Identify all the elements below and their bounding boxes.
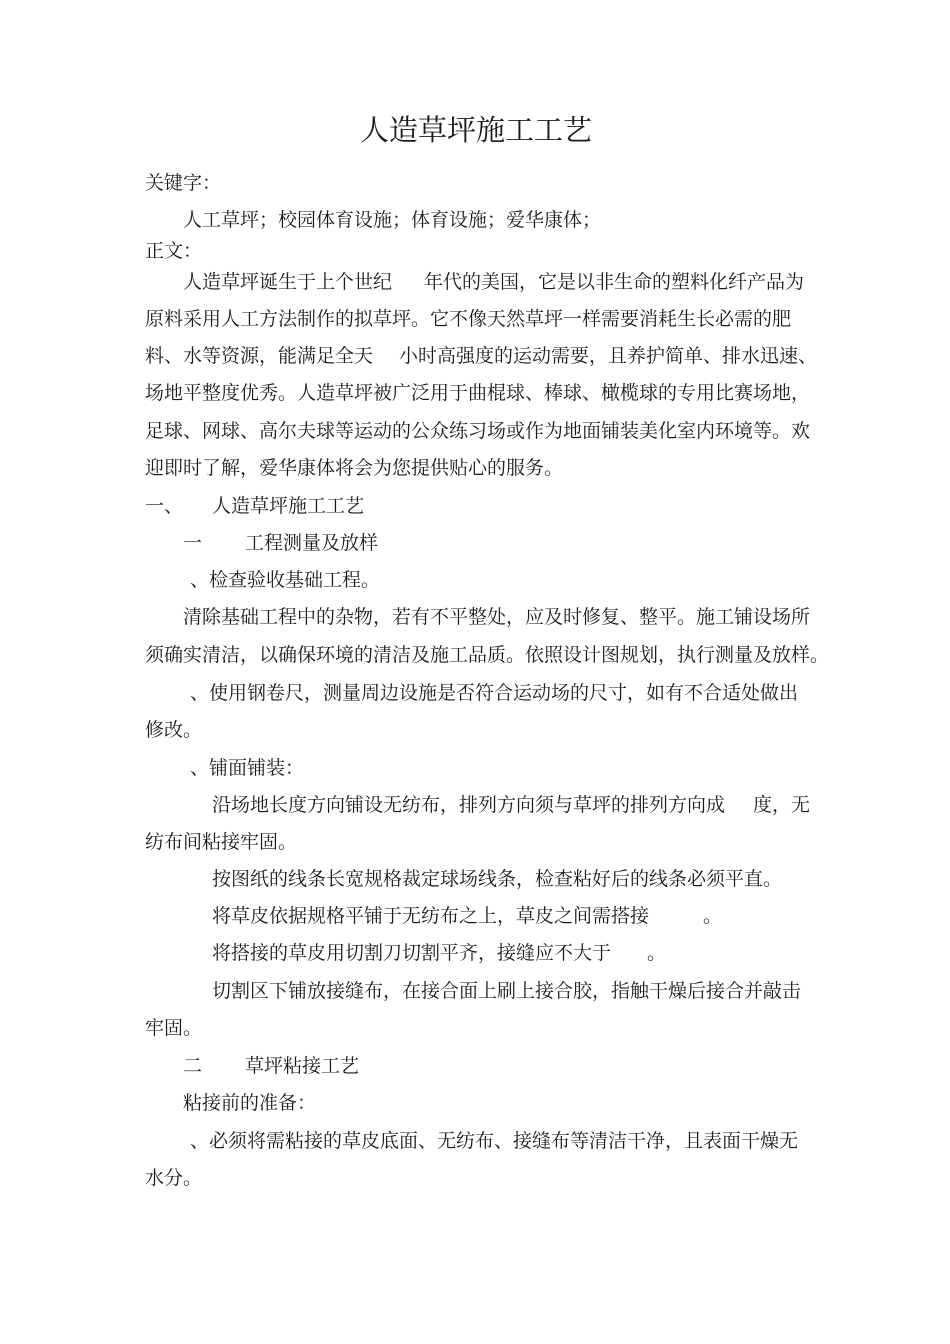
- intro-line: 人造草坪诞生于上个世纪: [183, 271, 393, 293]
- paragraph-line: 修改。: [145, 719, 203, 741]
- intro-line: 小时高强度的运动需要，且养护简单、排水迅速、: [399, 345, 818, 367]
- section-number: 一、: [145, 495, 184, 517]
- paragraph-line: 纺布间粘接牢固。: [145, 831, 298, 853]
- paragraph-line: 。: [703, 905, 723, 927]
- subsection-number: 一: [183, 532, 203, 554]
- paragraph-line: 将草皮依据规格平铺于无纺布之上，草皮之间需搭接: [212, 905, 650, 927]
- paragraph-line: 按图纸的线条长宽规格裁定球场线条，检查粘好后的线条必须平直。: [212, 868, 783, 890]
- subsection-heading: 草坪粘接工艺: [245, 1055, 360, 1077]
- paragraph-line: 度，无: [753, 794, 811, 816]
- subsection-heading: 工程测量及放样: [245, 532, 379, 554]
- keywords-label: 关键字：: [145, 172, 222, 194]
- paragraph-line: 牢固。: [145, 1017, 203, 1039]
- intro-line: 年代的美国，它是以非生命的塑料化纤产品为: [424, 271, 805, 293]
- keywords-text: 人工草坪；校园体育设施；体育设施；爱华康体；: [183, 209, 602, 231]
- list-item: 、必须将需粘接的草皮底面、无纺布、接缝布等清洁干净，且表面干燥无: [190, 1130, 799, 1152]
- page-title: 人造草坪施工工艺: [360, 113, 593, 147]
- intro-line: 料、水等资源，能满足全天: [145, 345, 374, 367]
- intro-line: 原料采用人工方法制作的拟草坪。它不像天然草坪一样需要消耗生长必需的肥: [145, 308, 792, 330]
- list-item: 、铺面铺装：: [190, 757, 305, 779]
- body-label: 正文：: [145, 240, 203, 262]
- paragraph-line: 粘接前的准备：: [183, 1092, 317, 1114]
- paragraph-line: 清除基础工程中的杂物，若有不平整处，应及时修复、整平。施工铺设场所: [183, 606, 811, 628]
- list-item: 、检查验收基础工程。: [190, 569, 381, 591]
- paragraph-line: 切割区下铺放接缝布，在接合面上刷上接合胶，指触干燥后接合并敲击: [212, 980, 802, 1002]
- intro-line: 场地平整度优秀。人造草坪被广泛用于曲棍球、棒球、橄榄球的专用比赛场地，: [145, 382, 811, 404]
- list-item: 、使用钢卷尺，测量周边设施是否符合运动场的尺寸，如有不合适处做出: [190, 682, 799, 704]
- paragraph-line: 水分。: [145, 1167, 203, 1189]
- paragraph-line: 。: [647, 942, 667, 964]
- section-heading: 人造草坪施工工艺: [212, 495, 365, 517]
- intro-line: 足球、网球、高尔夫球等运动的公众练习场或作为地面铺装美化室内环境等。欢: [145, 420, 811, 442]
- subsection-number: 二: [183, 1055, 203, 1077]
- paragraph-line: 将搭接的草皮用切割刀切割平齐，接缝应不大于: [212, 942, 612, 964]
- paragraph-line: 沿场地长度方向铺设无纺布，排列方向须与草坪的排列方向成: [212, 794, 726, 816]
- intro-line: 迎即时了解，爱华康体将会为您提供贴心的服务。: [145, 457, 564, 479]
- paragraph-line: 须确实清洁，以确保环境的清洁及施工品质。依照设计图规划，执行测量及放样。: [145, 644, 830, 666]
